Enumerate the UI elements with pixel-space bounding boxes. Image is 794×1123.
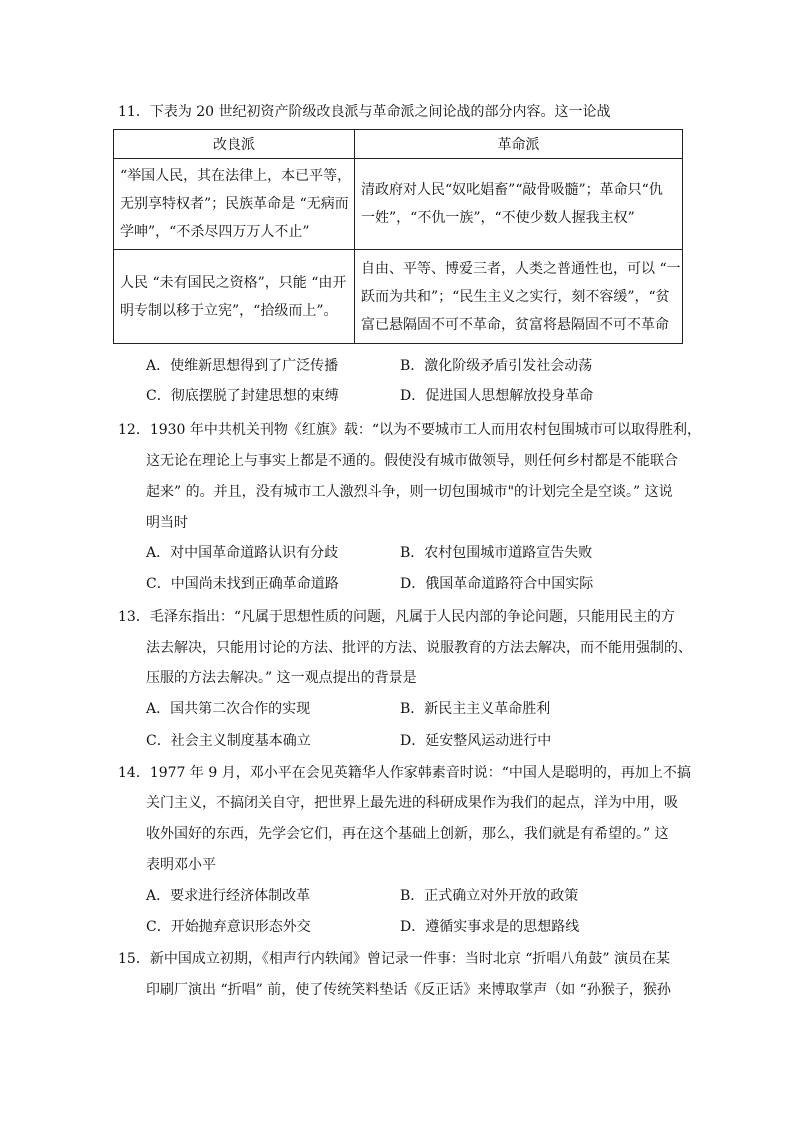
q12-option-a: A．对中国革命道路认识有分歧 — [146, 545, 339, 561]
q14-stem-line: 收外国好的东西，先学会它们，再在这个基础上创新，那么，我们就是有希望的。” 这 — [146, 826, 669, 842]
q11-option-b: B．激化阶级矛盾引发社会动荡 — [400, 358, 593, 374]
table-cell-line: 富已悬隔固不可不革命，贫富将悬隔固不可不革命 — [361, 316, 669, 333]
table-cell — [114, 159, 355, 250]
table-cell-line: “举国人民，其在法律上，本已平等， — [120, 168, 352, 184]
table-cell-line: 清政府对人民“奴叱娼畜”“敲骨吸髓”；革命只“仇 — [361, 182, 663, 198]
q12-stem-line: 这无论在理论上与事实上都是不通的。假使没有城市做领导，则任何乡村都是不能联合 — [146, 453, 678, 469]
debate-table — [113, 129, 683, 344]
q13-stem-line: 法去解决，只能用讨论的方法、批评的方法、说服教育的方法去解决，而不能用强制的、 — [146, 640, 692, 656]
table-cell-line: 人民 “未有国民之资格”，只能 “由开 — [120, 274, 347, 291]
q14-stem-line: 14．1977 年 9 月，邓小平在会见英籍华人作家韩素音时说：“中国人是聪明的，再加上不搞 — [118, 765, 691, 781]
q13-option-d: D．延安整风运动进行中 — [400, 733, 552, 749]
table-cell-line: 无别享特权者”；民族革命是 “无病而 — [120, 196, 349, 212]
table-cell — [355, 250, 683, 344]
q12-stem-line: 明当时 — [146, 515, 188, 531]
table-cell-line: 自由、平等、博爱三者，人类之普通性也，可以 “一 — [361, 260, 681, 277]
q14-option-b: B．正式确立对外开放的政策 — [400, 888, 579, 904]
table-header-revolutionaries: 革命派 — [355, 130, 683, 159]
table-cell — [355, 159, 683, 250]
q12-stem-line: 12．1930 年中共机关刊物《红旗》载：“以为不要城市工人而用农村包围城市可以取得胜利， — [118, 422, 702, 438]
q14-stem-line: 表明邓小平 — [146, 857, 216, 873]
q14-option-c: C．开始抛弃意识形态外交 — [146, 919, 311, 935]
q13-option-a: A．国共第二次合作的实现 — [146, 701, 311, 717]
table-cell-line: 跃而为共和”；“民生主义之实行，刻不容缓”，“贫 — [361, 288, 670, 305]
q13-option-c: C．社会主义制度基本确立 — [146, 733, 311, 749]
q11-option-c: C．彻底摆脱了封建思想的束缚 — [146, 388, 339, 404]
q15-stem-line: 15．新中国成立初期，《相声行内轶闻》曾记录一件事：当时北京 “折唱八角鼓” 演员在某 — [118, 951, 671, 967]
q12-stem-line: 起来” 的。并且，没有城市工人激烈斗争，则一切包围城市"的计划完全是空谈。” 这说 — [146, 484, 673, 500]
table-cell-line: 明专制以移于立宪”，“拾级而上”。 — [120, 302, 338, 319]
q12-option-c: C．中国尚未找到正确革命道路 — [146, 576, 339, 592]
q13-stem-line: 13．毛泽东指出：“凡属于思想性质的问题，凡属于人民内部的争论问题，只能用民主的方 — [118, 609, 675, 625]
q11-stem: 11．下表为 20 世纪初资产阶级改良派与革命派之间论战的部分内容。这一论战 — [118, 104, 611, 120]
q14-option-d: D．遵循实事求是的思想路线 — [400, 919, 580, 935]
q11-option-a: A．使维新思想得到了广泛传播 — [146, 358, 339, 374]
q14-option-a: A．要求进行经济体制改革 — [146, 888, 311, 904]
q13-stem-line: 压服的方法去解决。” 这一观点提出的背景是 — [146, 670, 417, 686]
q14-stem-line: 关门主义，不搞闭关自守，把世界上最先进的科研成果作为我们的起点，洋为中用，吸 — [146, 795, 678, 811]
q13-option-b: B．新民主主义革命胜利 — [400, 701, 551, 717]
table-header-reformists: 改良派 — [114, 130, 355, 159]
q11-option-d: D．促进国人思想解放投身革命 — [400, 388, 594, 404]
q15-stem-line: 印刷厂演出 “折唱” 前，使了传统笑料垫话《反正话》来博取掌声（如 “孙猴子，猴孙 — [146, 982, 671, 998]
table-cell — [114, 250, 355, 344]
table-cell-line: 一姓”，“不仇一族”，“不使少数人握我主权” — [361, 210, 635, 226]
q12-option-d: D．俄国革命道路符合中国实际 — [400, 576, 594, 592]
table-cell-line: 学呻”，“不杀尽四万万人不止” — [120, 224, 310, 240]
q12-option-b: B．农村包围城市道路宣告失败 — [400, 545, 593, 561]
